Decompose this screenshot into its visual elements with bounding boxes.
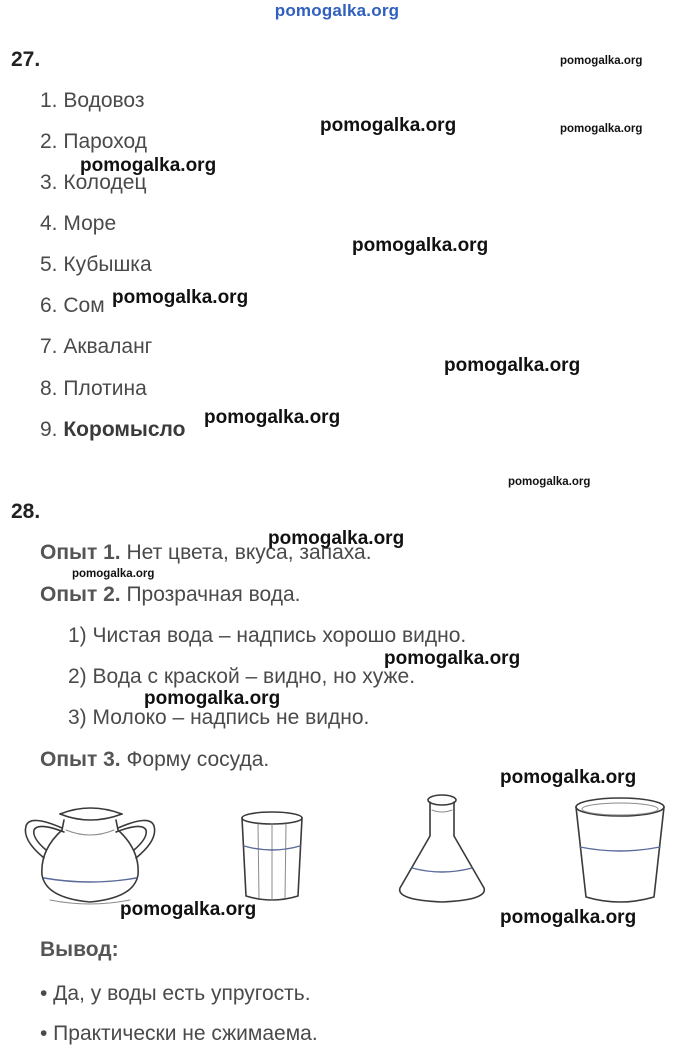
watermark: pomogalka.org (204, 407, 341, 428)
list-item: 9. Коромысло (40, 418, 186, 441)
experiment-2: Опыт 2. Прозрачная вода. (40, 583, 301, 606)
task-27-number: 27. (11, 48, 41, 71)
list-item: 5. Кубышка (40, 253, 152, 276)
conclusion-item: • Практически не сжимаема. (40, 1022, 318, 1045)
experiment-3: Опыт 3. Форму сосуда. (40, 748, 270, 771)
experiment-2-result: 2) Вода с краской – видно, но хуже. (68, 665, 416, 688)
watermark: pomogalka.org (560, 55, 643, 67)
watermark: pomogalka.org (80, 155, 217, 176)
experiment-1: Опыт 1. Нет цвета, вкуса, запаха. (40, 541, 372, 564)
list-item: 2. Пароход (40, 130, 147, 153)
watermark: pomogalka.org (444, 355, 581, 376)
watermark: pomogalka.org (72, 568, 155, 580)
watermark: pomogalka.org (500, 907, 637, 928)
conclusion-item: • Да, у воды есть упругость. (40, 982, 311, 1005)
watermark: pomogalka.org (560, 123, 643, 135)
site-watermark-top: pomogalka.org (274, 1, 400, 20)
experiment-2-result: 1) Чистая вода – надпись хорошо видно. (68, 624, 467, 647)
jug-sketch (20, 800, 160, 910)
watermark: pomogalka.org (352, 235, 489, 256)
watermark: pomogalka.org (320, 115, 457, 136)
watermark: pomogalka.org (508, 476, 591, 488)
list-item: 4. Море (40, 212, 117, 235)
watermark: pomogalka.org (384, 648, 521, 669)
experiment-2-result: 3) Молоко – надпись не видно. (68, 706, 370, 729)
watermark: pomogalka.org (120, 899, 257, 920)
watermark: pomogalka.org (144, 688, 281, 709)
glass-sketch (236, 810, 308, 905)
list-item: 1. Водовоз (40, 89, 145, 112)
list-item: 3. Колодец (40, 171, 147, 194)
watermark: pomogalka.org (112, 287, 249, 308)
conclusion-heading: Вывод: (40, 938, 119, 961)
cup-sketch (570, 795, 670, 910)
watermark: pomogalka.org (268, 528, 405, 549)
task-28-number: 28. (11, 500, 41, 523)
list-item: 8. Плотина (40, 377, 147, 400)
list-item: 6. Сом (40, 294, 105, 317)
watermark: pomogalka.org (500, 767, 637, 788)
flask-sketch (392, 792, 492, 907)
list-item: 7. Акваланг (40, 335, 153, 358)
